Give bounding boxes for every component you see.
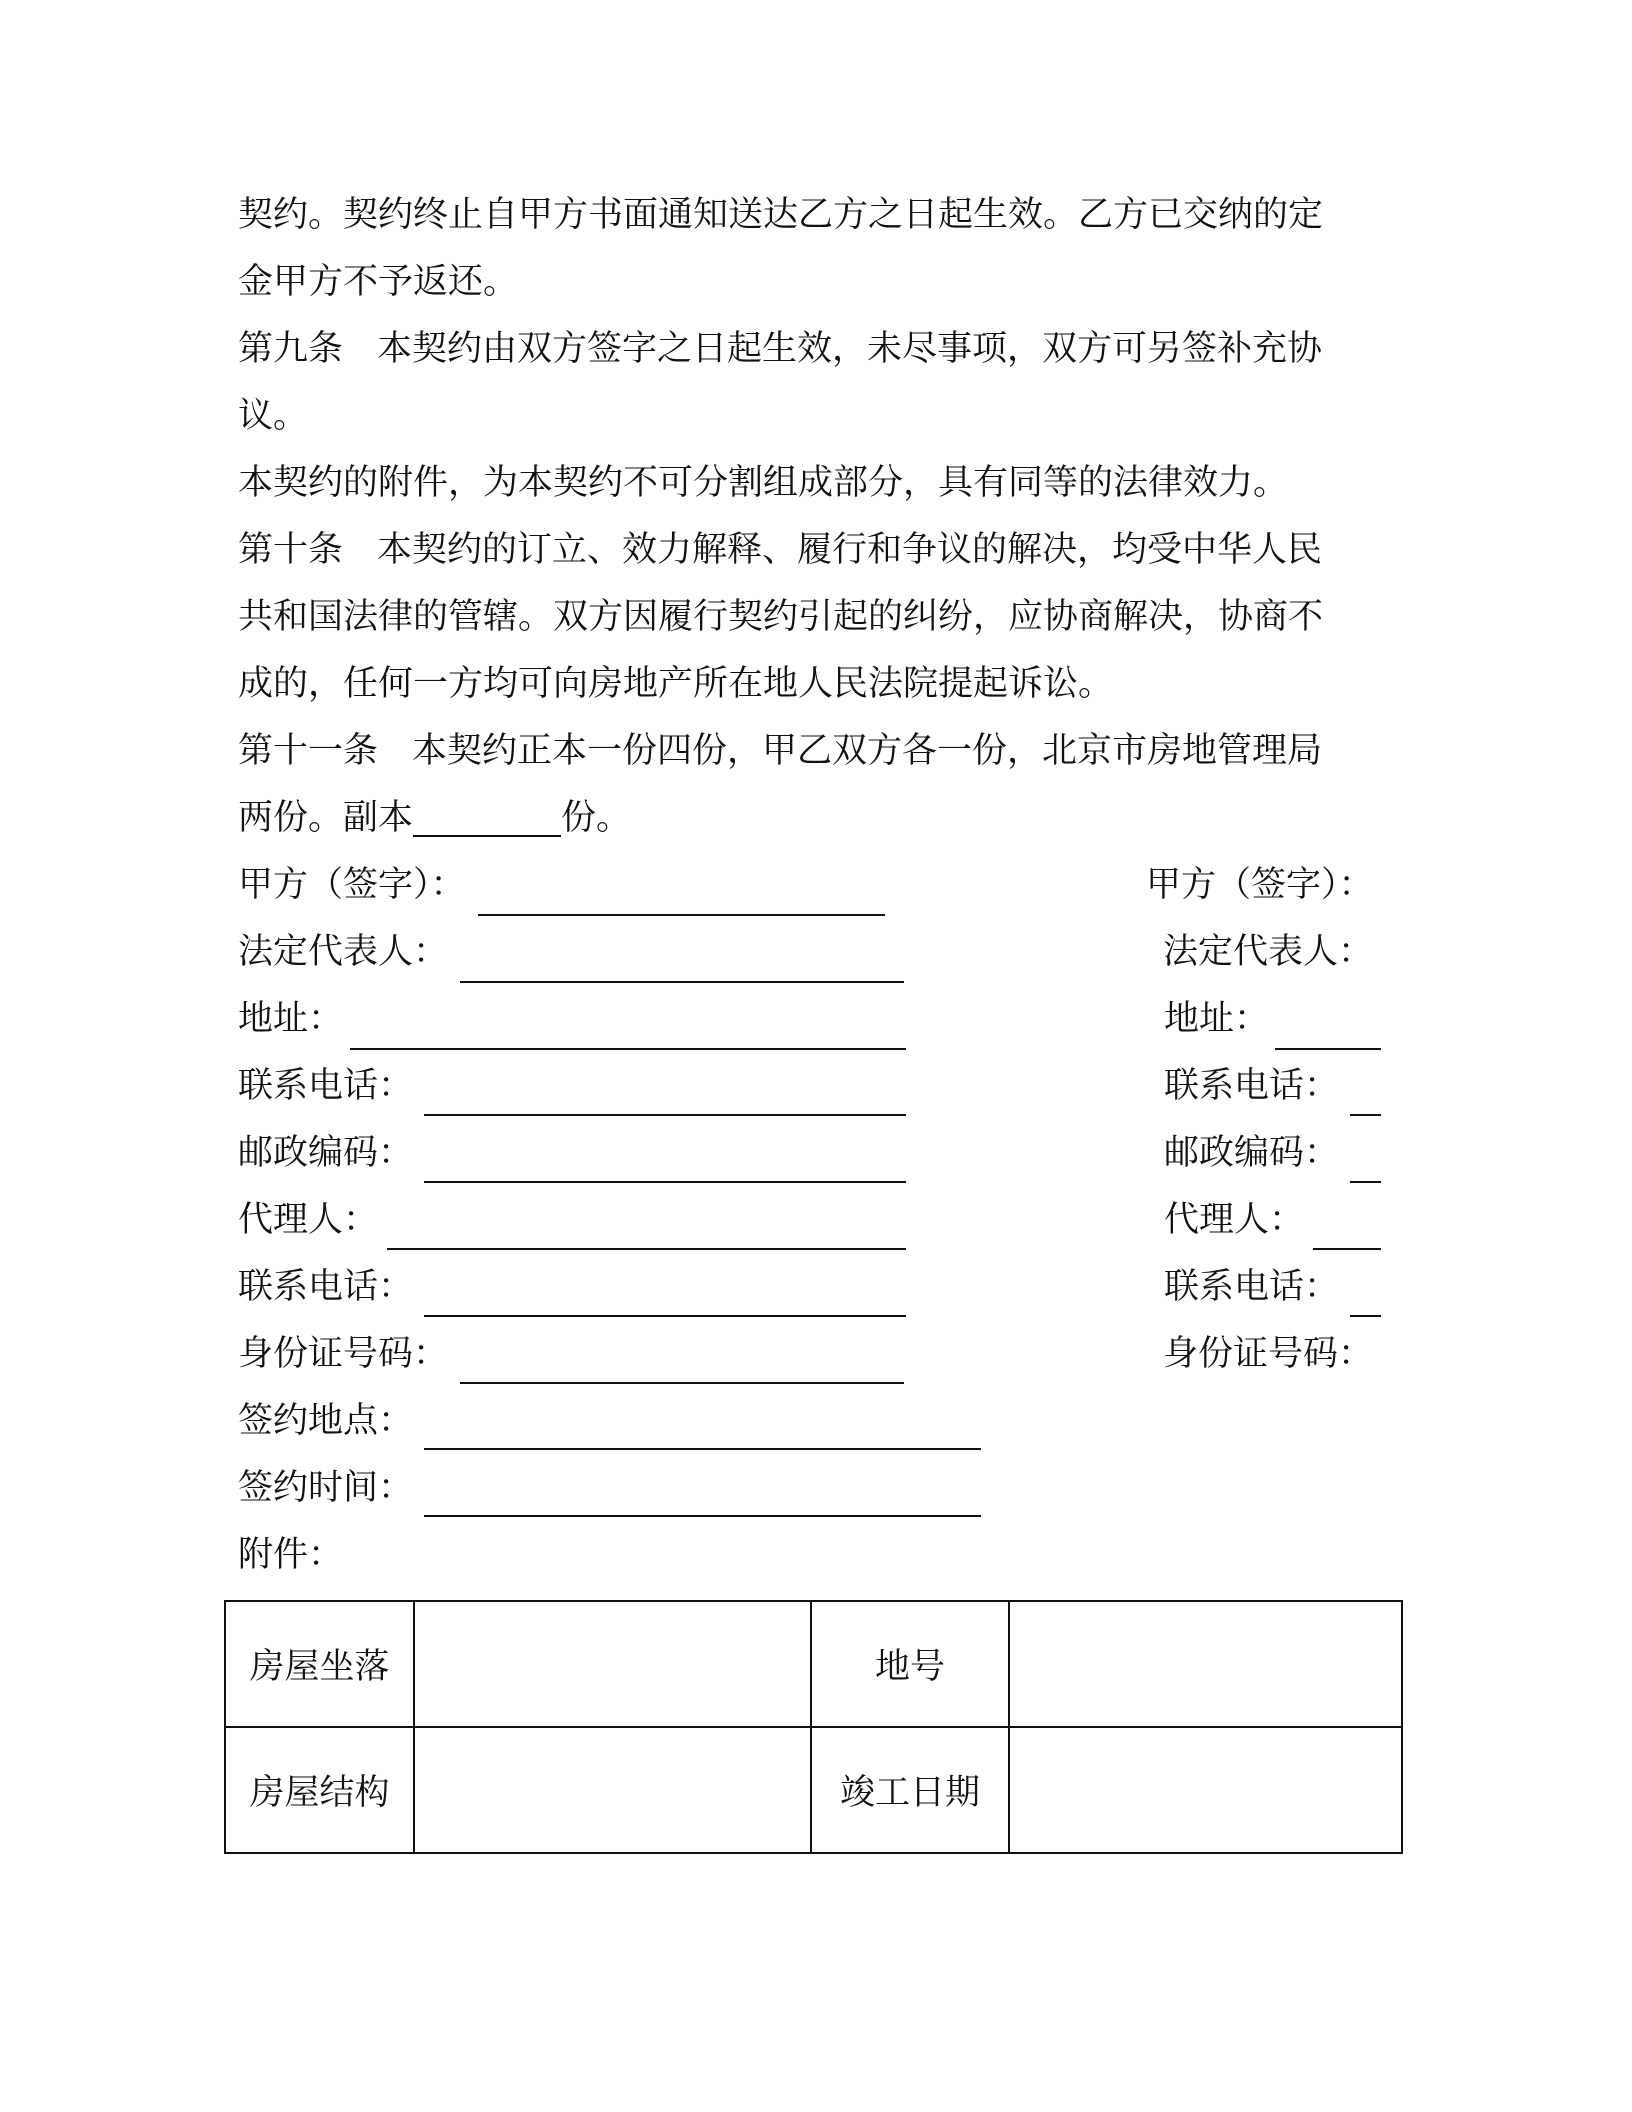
completion-date-label: 竣工日期 (811, 1727, 1009, 1853)
right-phone-label: 联系电话： (1164, 1066, 1340, 1106)
table-row (225, 1727, 1402, 1853)
paragraph-text: 契约。契约终止自甲方书面通知送达乙方之日起生效。乙方已交纳的定 (238, 195, 1324, 235)
table-row (225, 1601, 1402, 1727)
left-agent-phone-label: 联系电话： (238, 1267, 414, 1307)
article-11-text: 份。 (561, 798, 632, 838)
article-9-line (238, 316, 1388, 383)
right-address-line[interactable] (1275, 1048, 1381, 1050)
article-10-line (238, 584, 1388, 651)
left-postal-line[interactable] (424, 1181, 906, 1183)
lot-number-label: 地号 (811, 1601, 1009, 1727)
right-agent-line[interactable] (1313, 1248, 1381, 1250)
article-9-text: 议。 (238, 396, 309, 436)
left-legal-rep-line[interactable] (460, 981, 904, 983)
attachment-note-text: 本契约的附件，为本契约不可分割组成部分，具有同等的法律效力。 (238, 463, 1289, 503)
house-location-value[interactable] (414, 1601, 811, 1727)
article-10-text: 共和国法律的管辖。双方因履行契约引起的纠纷，应协商解决，协商不 (238, 597, 1324, 637)
article-10-text: 成的，任何一方均可向房地产所在地人民法院提起诉讼。 (238, 664, 1114, 704)
article-11-label: 第十一条 (238, 731, 379, 771)
paragraph-text: 金甲方不予返还。 (238, 262, 519, 302)
left-phone-line[interactable] (424, 1114, 906, 1116)
copies-blank[interactable] (413, 785, 561, 837)
right-agent-phone-line[interactable] (1350, 1315, 1381, 1317)
article-9-text: 本契约由双方签字之日起生效，未尽事项，双方可另签补充协 (377, 329, 1323, 369)
lot-number-value[interactable] (1009, 1601, 1402, 1727)
right-agent-phone-label: 联系电话： (1164, 1267, 1340, 1307)
sign-time-label: 签约时间： (238, 1468, 414, 1508)
right-party-label: 甲方（签字）： (1146, 865, 1374, 905)
article-11-text: 两份。副本 (238, 798, 414, 838)
left-address-line[interactable] (350, 1048, 906, 1050)
attachment-table (224, 1600, 1403, 1854)
article-10-line (238, 517, 1388, 584)
left-agent-phone-line[interactable] (424, 1315, 906, 1317)
article-11-text: 本契约正本一份四份，甲乙双方各一份，北京市房地管理局 (412, 731, 1323, 771)
sign-time-line[interactable] (424, 1515, 981, 1517)
right-address-label: 地址： (1164, 999, 1270, 1039)
attachment-note-line (238, 450, 1388, 517)
article-10-text: 本契约的订立、效力解释、履行和争议的解决，均受中华人民 (377, 530, 1323, 570)
right-legal-rep-label: 法定代表人： (1163, 932, 1374, 972)
article-9-label: 第九条 (238, 329, 344, 369)
article-11-line (238, 718, 1388, 785)
left-agent-label: 代理人： (238, 1200, 379, 1240)
article-10-label: 第十条 (238, 530, 344, 570)
article-10-line (238, 651, 1388, 718)
house-structure-label: 房屋结构 (225, 1727, 414, 1853)
left-party-label: 甲方（签字）： (238, 865, 466, 905)
house-structure-value[interactable] (414, 1727, 811, 1853)
right-phone-line[interactable] (1350, 1114, 1381, 1116)
house-location-label: 房屋坐落 (225, 1601, 414, 1727)
completion-date-value[interactable] (1009, 1727, 1402, 1853)
attachments-label: 附件： (238, 1535, 344, 1575)
right-postal-line[interactable] (1350, 1181, 1381, 1183)
paragraph-line (238, 182, 1388, 249)
sign-place-label: 签约地点： (238, 1401, 414, 1441)
right-agent-label: 代理人： (1164, 1200, 1305, 1240)
left-postal-label: 邮政编码： (238, 1133, 414, 1173)
left-phone-label: 联系电话： (238, 1066, 414, 1106)
sign-place-line[interactable] (424, 1448, 981, 1450)
paragraph-line (238, 249, 1388, 316)
left-id-line[interactable] (460, 1382, 904, 1384)
right-postal-label: 邮政编码： (1164, 1133, 1340, 1173)
left-legal-rep-label: 法定代表人： (238, 932, 449, 972)
right-id-label: 身份证号码： (1163, 1334, 1374, 1374)
article-11-line (238, 785, 1388, 852)
left-address-label: 地址： (238, 999, 344, 1039)
left-id-label: 身份证号码： (238, 1334, 449, 1374)
article-9-line (238, 383, 1388, 450)
left-party-signature-line[interactable] (478, 914, 885, 916)
left-agent-line[interactable] (387, 1248, 906, 1250)
